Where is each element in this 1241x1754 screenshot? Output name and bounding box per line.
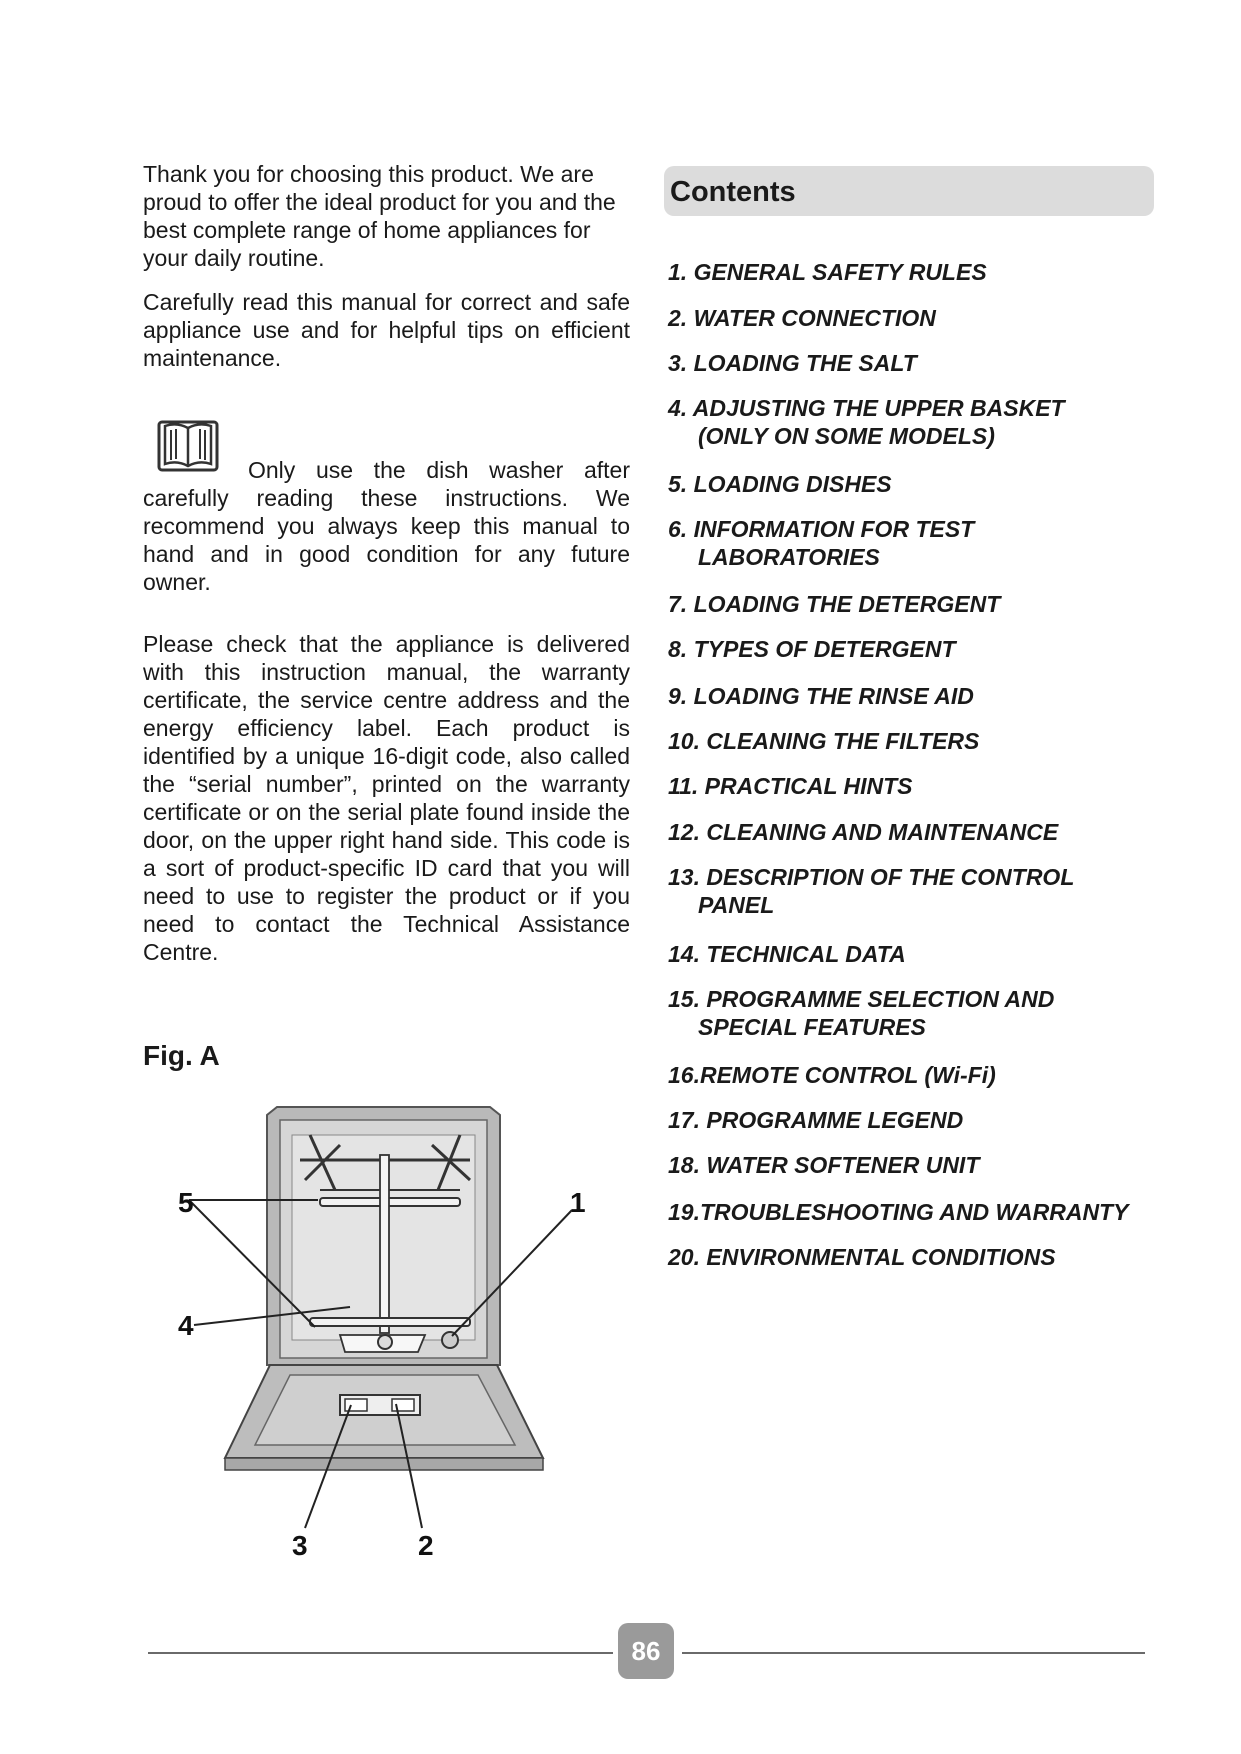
- figure-label: Fig. A: [143, 1040, 220, 1071]
- callout-1: 1: [570, 1187, 586, 1218]
- footer-divider-left: [148, 1652, 613, 1654]
- toc-item-1[interactable]: 1. GENERAL SAFETY RULES: [668, 259, 987, 285]
- toc-item-20[interactable]: 20. ENVIRONMENTAL CONDITIONS: [668, 1244, 1056, 1270]
- toc-item-6[interactable]: 6. INFORMATION FOR TEST LABORATORIES: [668, 516, 975, 570]
- toc-item-10[interactable]: 10. CLEANING THE FILTERS: [668, 728, 980, 754]
- toc-item-3[interactable]: 3. LOADING THE SALT: [668, 350, 917, 376]
- toc-item-17[interactable]: 17. PROGRAMME LEGEND: [668, 1107, 964, 1133]
- dishwasher-figure: [160, 1090, 640, 1570]
- callout-4: 4: [178, 1310, 194, 1341]
- intro-paragraph-3: Only use the dish washer after carefully reading these instructions. We recommend you always keep this manual to hand and in good condition for any future owner.: [143, 457, 630, 595]
- toc-item-19[interactable]: 19.TROUBLESHOOTING AND WARRANTY: [668, 1199, 1129, 1225]
- toc-item-16[interactable]: 16.REMOTE CONTROL (Wi-Fi): [668, 1062, 996, 1088]
- toc-item-18[interactable]: 18. WATER SOFTENER UNIT: [668, 1152, 980, 1178]
- intro-paragraph-1: Thank you for choosing this product. We are proud to offer the ideal product for you and the best complete range of home appliances for your daily routine.: [143, 161, 616, 271]
- toc-item-12[interactable]: 12. CLEANING AND MAINTENANCE: [668, 819, 1059, 845]
- toc-item-8[interactable]: 8. TYPES OF DETERGENT: [668, 636, 956, 662]
- callout-2: 2: [418, 1530, 434, 1561]
- page-number: 86: [618, 1623, 674, 1679]
- toc-item-14[interactable]: 14. TECHNICAL DATA: [668, 941, 906, 967]
- toc-item-4[interactable]: 4. ADJUSTING THE UPPER BASKET (ONLY ON SOME MODELS): [668, 395, 1065, 449]
- toc-item-15[interactable]: 15. PROGRAMME SELECTION AND SPECIAL FEATURES: [668, 986, 1055, 1040]
- intro-paragraph-2: Carefully read this manual for correct and safe appliance use and for helpful tips on efficient maintenance.: [143, 289, 630, 371]
- intro-paragraph-4: Please check that the appliance is delivered with this instruction manual, the warranty certificate, the service centre address and the energy efficiency label. Each product is identified by a unique 16-digit code, also called the “serial number”, printed on the warranty certificate or on the serial plate found inside the door, on the upper right hand side. This code is a sort of product-specific ID card that you will need to use to register the product or if you need to contact the Technical Assistance Centre.: [143, 631, 630, 965]
- toc-item-2[interactable]: 2. WATER CONNECTION: [668, 305, 936, 331]
- toc-item-9[interactable]: 9. LOADING THE RINSE AID: [668, 683, 974, 709]
- toc-item-11[interactable]: 11. PRACTICAL HINTS: [668, 773, 913, 799]
- toc-item-5[interactable]: 5. LOADING DISHES: [668, 471, 892, 497]
- contents-title: Contents: [670, 176, 796, 208]
- callout-5: 5: [178, 1187, 194, 1218]
- toc-item-13[interactable]: 13. DESCRIPTION OF THE CONTROL PANEL: [668, 864, 1075, 918]
- footer-divider-right: [682, 1652, 1145, 1654]
- callout-3: 3: [292, 1530, 308, 1561]
- toc-item-7[interactable]: 7. LOADING THE DETERGENT: [668, 591, 1001, 617]
